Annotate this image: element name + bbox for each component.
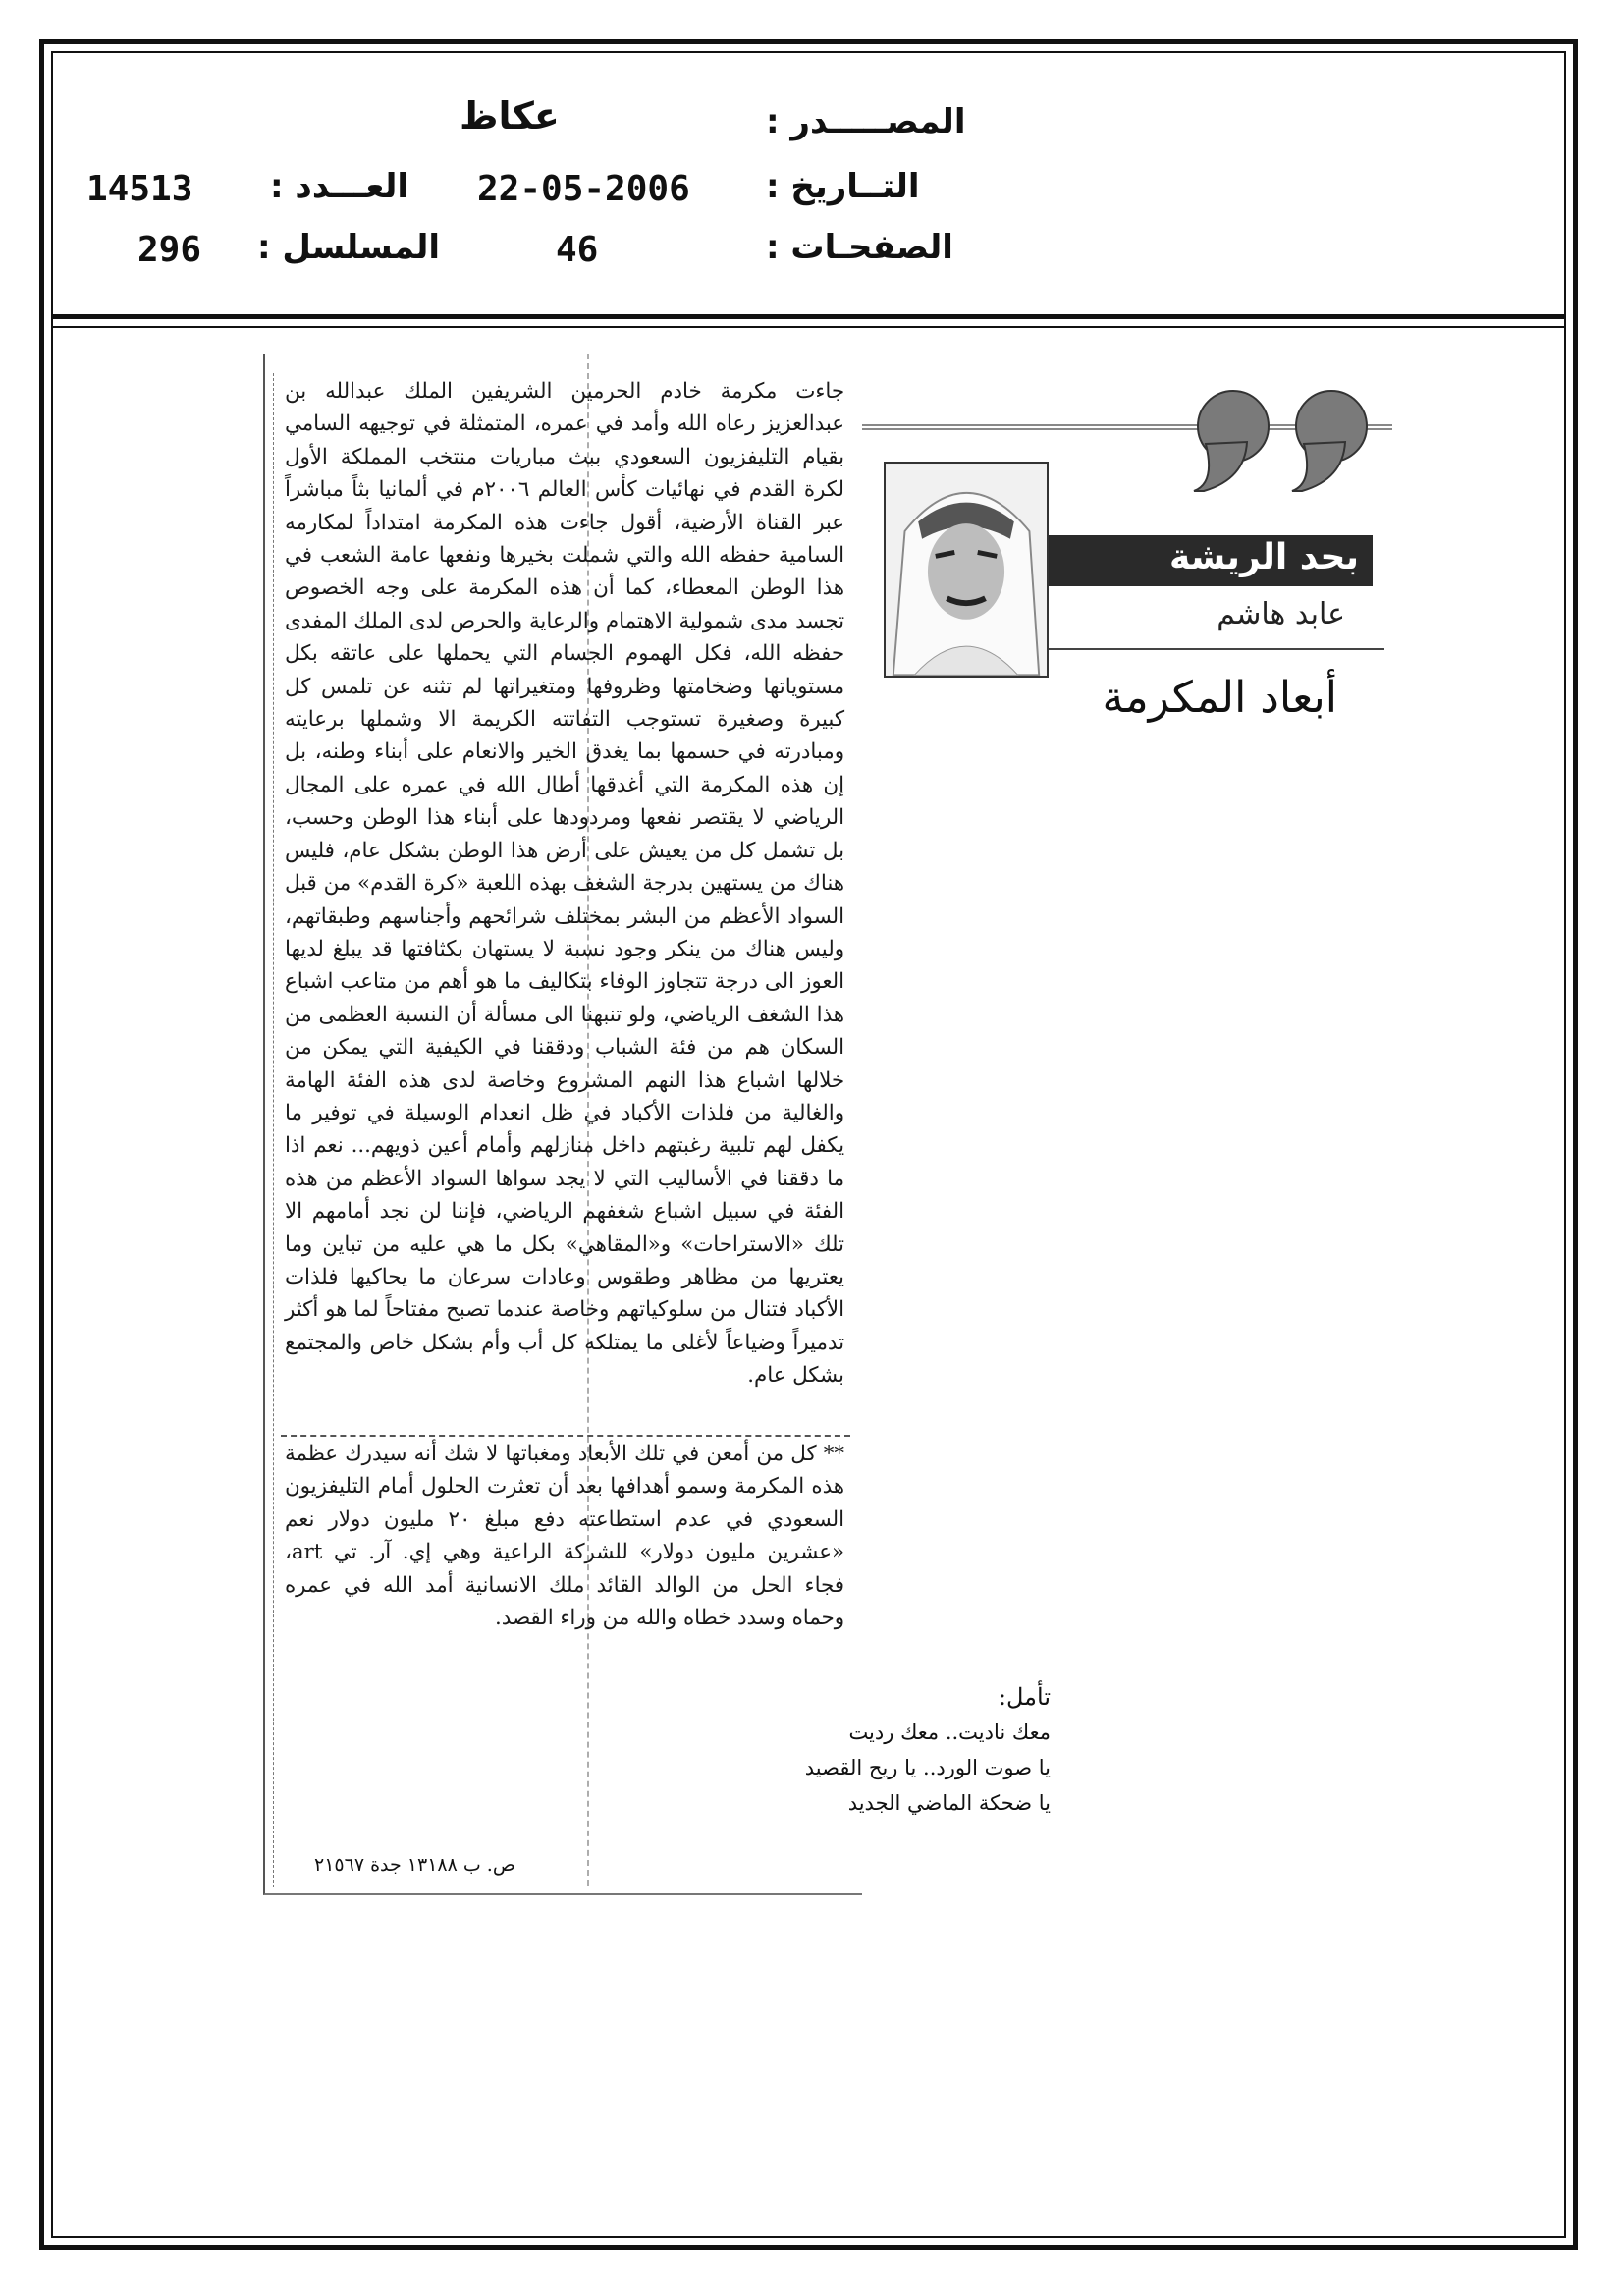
article-body-continued	[285, 1438, 844, 1634]
poem-title: تأمل:	[998, 1683, 1051, 1711]
author-name: عابد هاشم	[1217, 597, 1345, 631]
poem-line-1: معك ناديت.. معك رديت	[848, 1721, 1051, 1744]
article-paragraph-2: ** كل من أمعن في تلك الأبعاد ومغباتها لا شك أنه سيدرك عظمة هذه المكرمة وسمو أهدافها بعد أن تعثرت الحلول أمام التليفزيون السعودي في عدم استطاعته دفع مبلغ ٢٠ مليون دولار نعم «عشرين مليون دولار» للشركة الراعية وهي إي. آر. تي art، فجاء الحل من الوالد القائد ملك الانسانية أمد الله في عمره وحماه وسدد خطاه والله من وراء القصد.	[285, 1442, 844, 1631]
quote-marks-icon	[1186, 385, 1392, 493]
pages-value: 46	[556, 230, 599, 270]
header-divider-thick	[51, 314, 1566, 319]
newspaper-clipping	[263, 354, 1384, 1925]
source-value: عكاظ	[460, 94, 560, 137]
column-name-banner	[1049, 535, 1373, 586]
po-box-address: ص. ب ١٣١٨٨ جدة ٢١٥٦٧	[314, 1854, 515, 1876]
issue-label: العـــدد :	[270, 167, 408, 206]
pages-label: الصفحـات :	[766, 228, 953, 267]
source-label: المصـــــدر :	[766, 102, 966, 141]
issue-value: 14513	[86, 169, 193, 209]
article-body	[285, 375, 844, 1393]
poem-block	[805, 1679, 1051, 1821]
poem-line-2: يا صوت الورد.. يا ريح القصيد	[804, 1756, 1051, 1779]
paragraph-divider	[281, 1435, 850, 1437]
date-value: 22-05-2006	[477, 169, 690, 209]
poem-line-3: يا ضحكة الماضي الجديد	[847, 1791, 1051, 1815]
serial-label: المسلسل :	[257, 228, 441, 267]
serial-value: 296	[137, 230, 202, 270]
author-photo	[884, 462, 1049, 678]
column-name: بحد الريشة	[1168, 537, 1359, 577]
article-paragraph-1: جاءت مكرمة خادم الحرمين الشريفين الملك عبدالله بن عبدالعزيز رعاه الله وأمد في عمره، المتمثلة في توجيهه السامي بقيام التليفزيون السعودي ببث مباريات منتخب المملكة الأول لكرة القدم في نهائيات كأس العالم ٢٠٠٦م في ألمانيا بثاً مباشراً عبر القناة الأرضية، أقول جاءت هذه المكرمة امتداداً لمكارمه السامية حفظه الله والتي شملت بخيرها ونفعها عامة الشعب في هذا الوطن المعطاء، كما أن هذه المكرمة على وجه الخصوص تجسد مدى شمولية الاهتمام والرعاية والحرص لدى الملك المفدى حفظه الله، فكل الهموم الجسام التي يحملها على عاتقه بكل مستوياتها وضخامتها وظروفها ومتغيراتها لم تثنه عن تلمس كل كبيرة وصغيرة تستوجب التفاتته الكريمة الا وشملها برعايته ومبادرته في حسمها بما يغدق الخير والانعام على أبناء وطنه، بل إن هذه المكرمة التي أغدقها أطال الله في عمره على المجال الرياضي لا يقتصر نفعها ومردودها على أبناء هذا الوطن وحسب، بل تشمل كل من يعيش على أرض هذا الوطن بشكل عام، فليس هناك من يستهين بدرجة الشغف بهذه اللعبة «كرة القدم» من قبل السواد الأعظم من البشر بمختلف شرائحهم وأجناسهم وطبقاتهم، وليس هناك من ينكر وجود نسبة لا يستهان بكثافتها قد يبلغ لديها العوز الى درجة تتجاوز الوفاء بتكاليف ما هو أهم من متاعب اشباع هذا الشغف الرياضي، ولو تنبهنا الى مسألة أن النسبة العظمى من السكان هم من فئة الشباب ودققنا في الكيفية التي يمكن من خلالها اشباع هذا النهم المشروع وخاصة لدى هذه الفئة الهامة والغالية من فلذات الأكباد في ظل انعدام الوسيلة في توفير ما يكفل لهم تلبية رغبتهم داخل منازلهم وأمام أعين ذويهم... نعم اذا ما دققنا في الأساليب التي لا يجد سواها السواد الأعظم من هذه الفئة في سبيل اشباع شغفهم الرياضي، فإننا لن نجد أمامهم الا تلك «الاستراحات» و«المقاهي» بكل ما هي عليه من تباين وما يعتريها من مظاهر وطقوس وعادات سرعان ما يحاكيها فلذات الأكباد فتنال من سلوكياتهم وخاصة عندما تصبح مفتاحاً لما هو أكثر تدميراً وضياعاً لأغلى ما يمتلكه كل أب وأم بشكل خاص والمجتمع بشكل عام.	[285, 379, 844, 1389]
article-title: أبعاد المكرمة	[1102, 673, 1337, 723]
header-divider-thin	[51, 326, 1566, 328]
date-label: التــاريخ :	[766, 167, 920, 206]
author-underline	[1049, 648, 1384, 650]
